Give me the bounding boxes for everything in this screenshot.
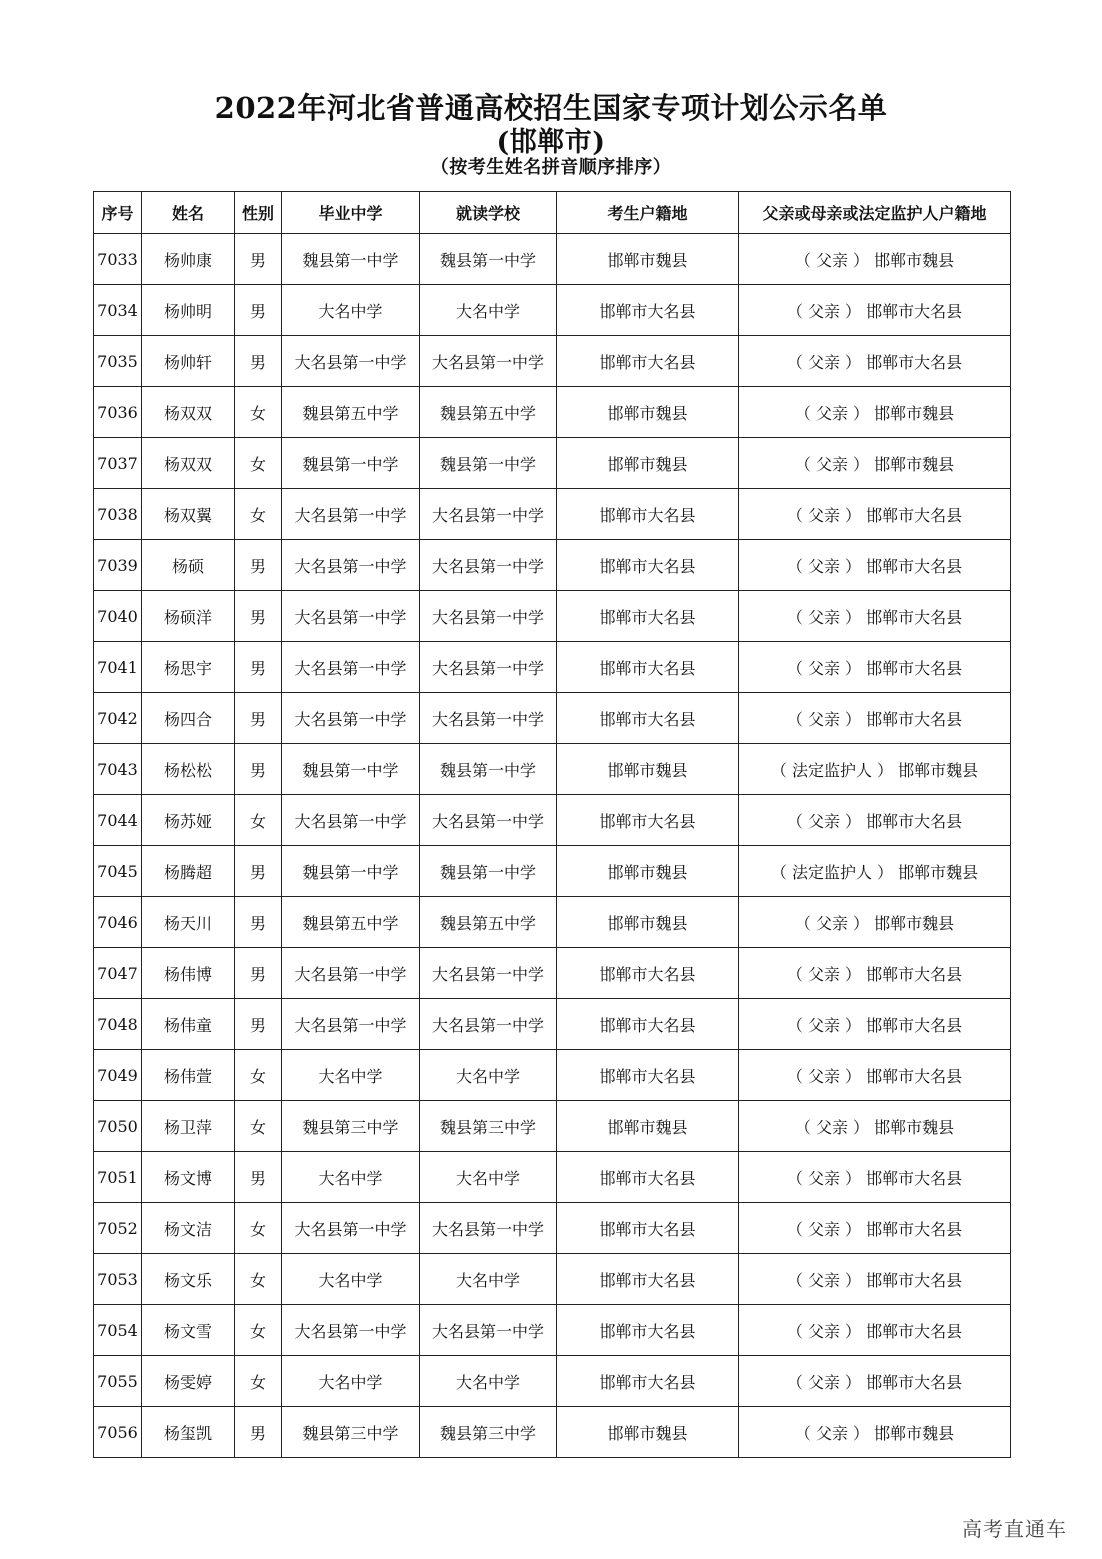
graduation-school-cell: 大名县第一中学: [282, 540, 420, 591]
name-cell: 杨硕: [142, 540, 235, 591]
current-school-cell: 魏县第五中学: [420, 897, 557, 948]
table-row: [94, 591, 1011, 642]
current-school-cell: 大名县第一中学: [420, 795, 557, 846]
current-school-cell: 大名县第一中学: [420, 642, 557, 693]
graduation-school-cell: 大名县第一中学: [282, 693, 420, 744]
household-cell: 邯郸市魏县: [557, 846, 739, 897]
column-header-graduation-school: 毕业中学: [282, 192, 420, 234]
household-cell: 邯郸市大名县: [557, 1050, 739, 1101]
household-cell: 邯郸市大名县: [557, 642, 739, 693]
graduation-school-cell: 魏县第五中学: [282, 897, 420, 948]
gender-cell: 男: [235, 285, 282, 336]
table-row: [94, 795, 1011, 846]
seq-cell: 7054: [94, 1305, 142, 1356]
name-cell: 杨思宇: [142, 642, 235, 693]
current-school-cell: 大名中学: [420, 1050, 557, 1101]
current-school-cell: 大名中学: [420, 1356, 557, 1407]
gender-cell: 女: [235, 438, 282, 489]
roster-body: [94, 234, 1011, 1458]
graduation-school-cell: 魏县第一中学: [282, 744, 420, 795]
seq-cell: 7047: [94, 948, 142, 999]
gender-cell: 男: [235, 846, 282, 897]
table-row: [94, 438, 1011, 489]
current-school-cell: 魏县第一中学: [420, 234, 557, 285]
table-row: [94, 999, 1011, 1050]
graduation-school-cell: 大名县第一中学: [282, 489, 420, 540]
name-cell: 杨玺凯: [142, 1407, 235, 1458]
graduation-school-cell: 大名中学: [282, 285, 420, 336]
household-cell: 邯郸市魏县: [557, 438, 739, 489]
household-cell: 邯郸市大名县: [557, 1254, 739, 1305]
current-school-cell: 大名中学: [420, 285, 557, 336]
table-row: [94, 897, 1011, 948]
table-row: [94, 1254, 1011, 1305]
guardian-household-cell: （ 父亲 ） 邯郸市大名县: [739, 999, 1011, 1050]
guardian-household-cell: （ 父亲 ） 邯郸市大名县: [739, 1305, 1011, 1356]
page-title: 2022年河北省普通高校招生国家专项计划公示名单: [214, 91, 888, 125]
gender-cell: 男: [235, 999, 282, 1050]
watermark: 高考直通车: [962, 1517, 1067, 1541]
graduation-school-cell: 魏县第三中学: [282, 1101, 420, 1152]
name-cell: 杨伟博: [142, 948, 235, 999]
graduation-school-cell: 大名县第一中学: [282, 999, 420, 1050]
seq-cell: 7034: [94, 285, 142, 336]
gender-cell: 女: [235, 1254, 282, 1305]
current-school-cell: 大名县第一中学: [420, 948, 557, 999]
guardian-household-cell: （ 父亲 ） 邯郸市大名县: [739, 642, 1011, 693]
seq-cell: 7036: [94, 387, 142, 438]
column-header-guardian-household: 父亲或母亲或法定监护人户籍地: [739, 192, 1011, 234]
table-row: [94, 948, 1011, 999]
guardian-household-cell: （ 父亲 ） 邯郸市大名县: [739, 1254, 1011, 1305]
household-cell: 邯郸市大名县: [557, 591, 739, 642]
guardian-household-cell: （ 父亲 ） 邯郸市大名县: [739, 693, 1011, 744]
graduation-school-cell: 大名中学: [282, 1356, 420, 1407]
graduation-school-cell: 大名县第一中学: [282, 591, 420, 642]
seq-cell: 7056: [94, 1407, 142, 1458]
current-school-cell: 大名县第一中学: [420, 1203, 557, 1254]
household-cell: 邯郸市魏县: [557, 1407, 739, 1458]
household-cell: 邯郸市大名县: [557, 948, 739, 999]
graduation-school-cell: 大名县第一中学: [282, 795, 420, 846]
table-row: [94, 744, 1011, 795]
table-row: [94, 1356, 1011, 1407]
current-school-cell: 大名中学: [420, 1254, 557, 1305]
seq-cell: 7045: [94, 846, 142, 897]
name-cell: 杨硕洋: [142, 591, 235, 642]
name-cell: 杨四合: [142, 693, 235, 744]
current-school-cell: 魏县第一中学: [420, 744, 557, 795]
roster-table: [93, 191, 1011, 1458]
household-cell: 邯郸市大名县: [557, 1356, 739, 1407]
household-cell: 邯郸市大名县: [557, 1203, 739, 1254]
gender-cell: 男: [235, 591, 282, 642]
household-cell: 邯郸市魏县: [557, 744, 739, 795]
graduation-school-cell: 大名中学: [282, 1050, 420, 1101]
graduation-school-cell: 大名中学: [282, 1152, 420, 1203]
guardian-household-cell: （ 父亲 ） 邯郸市大名县: [739, 1356, 1011, 1407]
seq-cell: 7033: [94, 234, 142, 285]
guardian-household-cell: （ 父亲 ） 邯郸市魏县: [739, 234, 1011, 285]
household-cell: 邯郸市魏县: [557, 1101, 739, 1152]
gender-cell: 女: [235, 1203, 282, 1254]
gender-cell: 女: [235, 795, 282, 846]
current-school-cell: 魏县第一中学: [420, 438, 557, 489]
gender-cell: 男: [235, 693, 282, 744]
table-row: [94, 285, 1011, 336]
table-row: [94, 1101, 1011, 1152]
name-cell: 杨腾超: [142, 846, 235, 897]
graduation-school-cell: 魏县第五中学: [282, 387, 420, 438]
name-cell: 杨卫萍: [142, 1101, 235, 1152]
table-row: [94, 1407, 1011, 1458]
seq-cell: 7055: [94, 1356, 142, 1407]
seq-cell: 7042: [94, 693, 142, 744]
graduation-school-cell: 魏县第一中学: [282, 234, 420, 285]
household-cell: 邯郸市大名县: [557, 693, 739, 744]
household-cell: 邯郸市魏县: [557, 234, 739, 285]
column-header-seq: 序号: [94, 192, 142, 234]
gender-cell: 男: [235, 1152, 282, 1203]
graduation-school-cell: 大名县第一中学: [282, 948, 420, 999]
seq-cell: 7039: [94, 540, 142, 591]
household-cell: 邯郸市大名县: [557, 336, 739, 387]
graduation-school-cell: 大名县第一中学: [282, 336, 420, 387]
table-row: [94, 642, 1011, 693]
seq-cell: 7044: [94, 795, 142, 846]
household-cell: 邯郸市大名县: [557, 285, 739, 336]
gender-cell: 男: [235, 540, 282, 591]
name-cell: 杨帅轩: [142, 336, 235, 387]
guardian-household-cell: （ 父亲 ） 邯郸市魏县: [739, 438, 1011, 489]
guardian-household-cell: （ 父亲 ） 邯郸市大名县: [739, 336, 1011, 387]
gender-cell: 男: [235, 948, 282, 999]
current-school-cell: 大名县第一中学: [420, 1305, 557, 1356]
seq-cell: 7041: [94, 642, 142, 693]
current-school-cell: 大名中学: [420, 1152, 557, 1203]
gender-cell: 男: [235, 234, 282, 285]
city-subtitle: (邯郸市): [496, 127, 606, 158]
guardian-household-cell: （ 父亲 ） 邯郸市大名县: [739, 1203, 1011, 1254]
current-school-cell: 魏县第五中学: [420, 387, 557, 438]
seq-cell: 7040: [94, 591, 142, 642]
name-cell: 杨文雪: [142, 1305, 235, 1356]
graduation-school-cell: 魏县第一中学: [282, 846, 420, 897]
graduation-school-cell: 大名县第一中学: [282, 1203, 420, 1254]
graduation-school-cell: 魏县第一中学: [282, 438, 420, 489]
seq-cell: 7051: [94, 1152, 142, 1203]
guardian-household-cell: （ 父亲 ） 邯郸市大名县: [739, 948, 1011, 999]
name-cell: 杨文洁: [142, 1203, 235, 1254]
table-row: [94, 336, 1011, 387]
current-school-cell: 大名县第一中学: [420, 591, 557, 642]
name-cell: 杨伟童: [142, 999, 235, 1050]
gender-cell: 女: [235, 1101, 282, 1152]
current-school-cell: 大名县第一中学: [420, 999, 557, 1050]
table-row: [94, 234, 1011, 285]
column-header-household: 考生户籍地: [557, 192, 739, 234]
seq-cell: 7053: [94, 1254, 142, 1305]
name-cell: 杨双双: [142, 387, 235, 438]
table-row: [94, 1203, 1011, 1254]
guardian-household-cell: （ 父亲 ） 邯郸市魏县: [739, 897, 1011, 948]
graduation-school-cell: 魏县第三中学: [282, 1407, 420, 1458]
household-cell: 邯郸市魏县: [557, 387, 739, 438]
name-cell: 杨帅明: [142, 285, 235, 336]
household-cell: 邯郸市大名县: [557, 540, 739, 591]
current-school-cell: 魏县第三中学: [420, 1407, 557, 1458]
name-cell: 杨双双: [142, 438, 235, 489]
guardian-household-cell: （ 父亲 ） 邯郸市大名县: [739, 795, 1011, 846]
seq-cell: 7037: [94, 438, 142, 489]
name-cell: 杨苏娅: [142, 795, 235, 846]
guardian-household-cell: （ 父亲 ） 邯郸市魏县: [739, 387, 1011, 438]
current-school-cell: 大名县第一中学: [420, 336, 557, 387]
gender-cell: 男: [235, 897, 282, 948]
current-school-cell: 大名县第一中学: [420, 693, 557, 744]
sort-note: （按考生姓名拼音顺序排序）: [430, 157, 672, 178]
gender-cell: 男: [235, 336, 282, 387]
guardian-household-cell: （ 父亲 ） 邯郸市大名县: [739, 1050, 1011, 1101]
graduation-school-cell: 大名县第一中学: [282, 642, 420, 693]
table-row: [94, 1152, 1011, 1203]
name-cell: 杨松松: [142, 744, 235, 795]
guardian-household-cell: （ 父亲 ） 邯郸市魏县: [739, 1101, 1011, 1152]
column-header-name: 姓名: [142, 192, 235, 234]
table-row: [94, 693, 1011, 744]
gender-cell: 女: [235, 489, 282, 540]
table-row: [94, 540, 1011, 591]
name-cell: 杨文博: [142, 1152, 235, 1203]
column-header-current-school: 就读学校: [420, 192, 557, 234]
table-row: [94, 846, 1011, 897]
name-cell: 杨天川: [142, 897, 235, 948]
household-cell: 邯郸市魏县: [557, 897, 739, 948]
household-cell: 邯郸市大名县: [557, 795, 739, 846]
seq-cell: 7035: [94, 336, 142, 387]
guardian-household-cell: （ 父亲 ） 邯郸市大名县: [739, 285, 1011, 336]
guardian-household-cell: （ 父亲 ） 邯郸市大名县: [739, 1152, 1011, 1203]
seq-cell: 7052: [94, 1203, 142, 1254]
guardian-household-cell: （ 父亲 ） 邯郸市大名县: [739, 489, 1011, 540]
guardian-household-cell: （ 法定监护人 ） 邯郸市魏县: [739, 846, 1011, 897]
gender-cell: 女: [235, 1305, 282, 1356]
household-cell: 邯郸市大名县: [557, 1305, 739, 1356]
gender-cell: 男: [235, 1407, 282, 1458]
seq-cell: 7048: [94, 999, 142, 1050]
current-school-cell: 大名县第一中学: [420, 540, 557, 591]
graduation-school-cell: 大名县第一中学: [282, 1305, 420, 1356]
household-cell: 邯郸市大名县: [557, 1152, 739, 1203]
name-cell: 杨双翼: [142, 489, 235, 540]
name-cell: 杨伟萱: [142, 1050, 235, 1101]
seq-cell: 7043: [94, 744, 142, 795]
current-school-cell: 魏县第一中学: [420, 846, 557, 897]
household-cell: 邯郸市大名县: [557, 489, 739, 540]
name-cell: 杨文乐: [142, 1254, 235, 1305]
table-row: [94, 387, 1011, 438]
name-cell: 杨帅康: [142, 234, 235, 285]
graduation-school-cell: 大名中学: [282, 1254, 420, 1305]
gender-cell: 男: [235, 744, 282, 795]
seq-cell: 7046: [94, 897, 142, 948]
household-cell: 邯郸市大名县: [557, 999, 739, 1050]
current-school-cell: 魏县第三中学: [420, 1101, 557, 1152]
table-row: [94, 1305, 1011, 1356]
column-header-gender: 性别: [235, 192, 282, 234]
guardian-household-cell: （ 父亲 ） 邯郸市魏县: [739, 1407, 1011, 1458]
table-row: [94, 489, 1011, 540]
current-school-cell: 大名县第一中学: [420, 489, 557, 540]
gender-cell: 女: [235, 1356, 282, 1407]
seq-cell: 7038: [94, 489, 142, 540]
table-row: [94, 1050, 1011, 1101]
name-cell: 杨雯婷: [142, 1356, 235, 1407]
gender-cell: 男: [235, 642, 282, 693]
header-row: [94, 192, 1011, 234]
guardian-household-cell: （ 父亲 ） 邯郸市大名县: [739, 540, 1011, 591]
guardian-household-cell: （ 法定监护人 ） 邯郸市魏县: [739, 744, 1011, 795]
gender-cell: 女: [235, 387, 282, 438]
seq-cell: 7049: [94, 1050, 142, 1101]
seq-cell: 7050: [94, 1101, 142, 1152]
guardian-household-cell: （ 父亲 ） 邯郸市大名县: [739, 591, 1011, 642]
gender-cell: 女: [235, 1050, 282, 1101]
